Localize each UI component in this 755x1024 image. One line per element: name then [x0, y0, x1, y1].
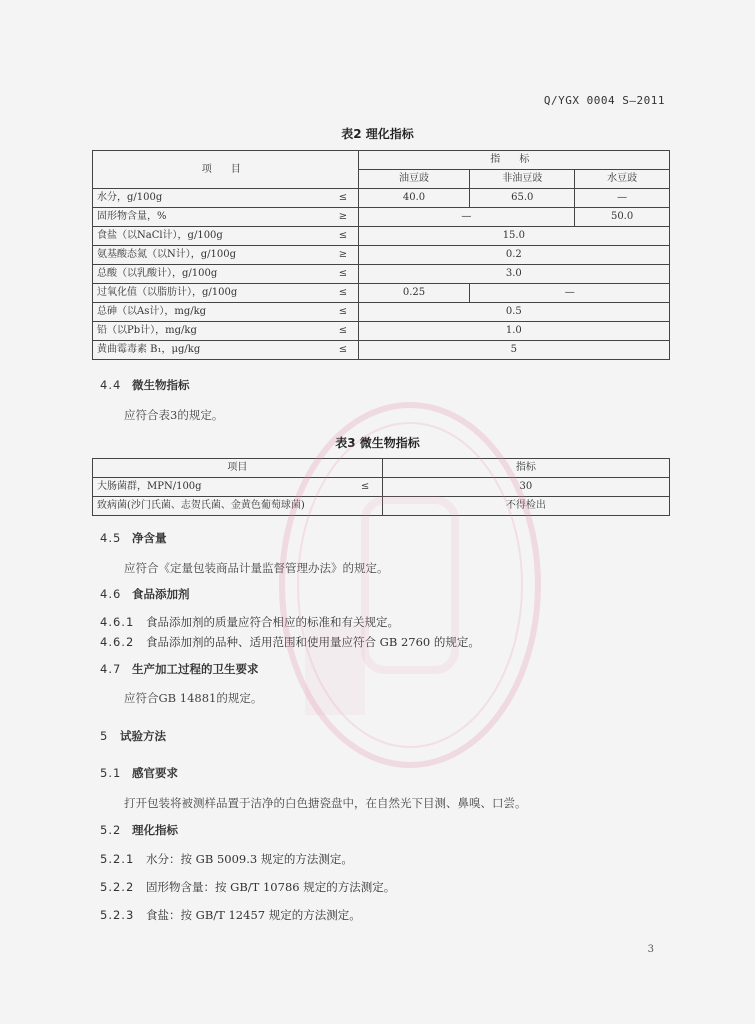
section-4-7-text: 应符合GB 14881的规定。	[124, 691, 263, 705]
clause-4-6-2	[100, 634, 480, 650]
table-row	[93, 478, 670, 497]
section-4-4-heading	[100, 377, 190, 393]
table3-head-indicator: 指标	[382, 459, 669, 478]
row-value: —	[575, 189, 670, 208]
row-value: 50.0	[575, 208, 670, 227]
section-5-heading	[100, 728, 166, 744]
section-number: 4.7	[100, 662, 122, 676]
table2-col-header: 水豆豉	[575, 170, 670, 189]
row-value: 65.0	[470, 189, 575, 208]
section-number: 5.1	[100, 766, 122, 780]
section-5-1-heading	[100, 765, 178, 781]
row-item: 氨基酸态氮（以N计），g/100g	[93, 246, 329, 265]
table2-col-header: 非油豆豉	[470, 170, 575, 189]
table3-head-item: 项目	[93, 459, 383, 478]
page-number: 3	[647, 944, 654, 955]
table2-head-item: 项 目	[93, 151, 359, 189]
table-row	[93, 303, 670, 322]
row-symbol: ≤	[328, 189, 358, 208]
clause-text: 水分：按 GB 5009.3 规定的方法测定。	[146, 852, 353, 866]
row-value: 5	[358, 341, 669, 360]
section-4-5-text: 应符合《定量包装商品计量监督管理办法》的规定。	[124, 561, 389, 575]
table-row	[93, 265, 670, 284]
clause-text: 食盐：按 GB/T 12457 规定的方法测定。	[146, 908, 361, 922]
section-number: 5.2	[100, 823, 122, 837]
row-symbol: ≤	[328, 284, 358, 303]
row-value: 0.2	[358, 246, 669, 265]
section-number: 5	[100, 729, 109, 743]
row-item: 过氧化值（以脂肪计），g/100g	[93, 284, 329, 303]
section-number: 4.6	[100, 587, 122, 601]
clause-text: 固形物含量：按 GB/T 10786 规定的方法测定。	[146, 880, 396, 894]
clause-text: 食品添加剂的质量应符合相应的标准和有关规定。	[146, 615, 399, 629]
row-item: 铅（以Pb计），mg/kg	[93, 322, 329, 341]
section-4-4-text: 应符合表3的规定。	[124, 408, 224, 422]
row-symbol: ≤	[328, 341, 358, 360]
row-item: 总砷（以As计），mg/kg	[93, 303, 329, 322]
clause-number: 4.6.1	[100, 615, 135, 629]
table-row	[93, 284, 670, 303]
row-value: 不得检出	[382, 497, 669, 516]
row-value: —	[470, 284, 670, 303]
standard-code: Q/YGX 0004 S—2011	[543, 94, 665, 107]
table2-title: 表2 理化指标	[341, 127, 414, 141]
section-5-2-heading	[100, 822, 178, 838]
row-item: 水分，g/100g	[93, 189, 329, 208]
table2-head-indicator: 指 标	[358, 151, 669, 170]
row-value: 30	[382, 478, 669, 497]
section-4-7-heading	[100, 661, 259, 677]
row-value: 1.0	[358, 322, 669, 341]
table2	[92, 150, 670, 360]
section-title: 感官要求	[132, 766, 178, 780]
table-row	[93, 322, 670, 341]
table2-col-header: 油豆豉	[358, 170, 470, 189]
clause-number: 4.6.2	[100, 635, 135, 649]
clause-4-6-1	[100, 614, 399, 630]
row-symbol: ≤	[328, 265, 358, 284]
table3	[92, 458, 670, 516]
row-symbol: ≤	[348, 478, 382, 497]
clause-5-2-1	[100, 851, 353, 867]
row-value: —	[358, 208, 575, 227]
section-5-1-text: 打开包装将被测样品置于洁净的白色搪瓷盘中，在自然光下目测、鼻嗅、口尝。	[124, 796, 527, 810]
clause-5-2-3	[100, 907, 361, 923]
section-4-5-heading	[100, 530, 167, 546]
row-item: 大肠菌群，MPN/100g	[93, 478, 349, 497]
row-symbol: ≥	[328, 208, 358, 227]
row-item: 黄曲霉毒素 B₁，μg/kg	[93, 341, 329, 360]
row-value: 3.0	[358, 265, 669, 284]
section-title: 食品添加剂	[132, 587, 190, 601]
row-symbol	[348, 497, 382, 516]
row-symbol: ≤	[328, 227, 358, 246]
table-row	[93, 208, 670, 227]
clause-number: 5.2.2	[100, 880, 135, 894]
row-symbol: ≤	[328, 322, 358, 341]
row-item: 固形物含量，%	[93, 208, 329, 227]
section-title: 理化指标	[132, 823, 178, 837]
row-value: 15.0	[358, 227, 669, 246]
row-value: 40.0	[358, 189, 470, 208]
section-number: 4.5	[100, 531, 122, 545]
table-row	[93, 341, 670, 360]
section-title: 净含量	[132, 531, 167, 545]
table3-title: 表3 微生物指标	[335, 436, 420, 450]
row-symbol: ≤	[328, 303, 358, 322]
section-title: 生产加工过程的卫生要求	[132, 662, 259, 676]
clause-number: 5.2.3	[100, 908, 135, 922]
section-4-6-heading	[100, 586, 190, 602]
clause-5-2-2	[100, 879, 395, 895]
section-title: 微生物指标	[132, 378, 190, 392]
table-row	[93, 189, 670, 208]
row-item: 致病菌(沙门氏菌、志贺氏菌、金黄色葡萄球菌)	[93, 497, 349, 516]
clause-text: 食品添加剂的品种、适用范围和使用量应符合 GB 2760 的规定。	[146, 635, 480, 649]
row-item: 食盐（以NaCl计），g/100g	[93, 227, 329, 246]
table-row	[93, 246, 670, 265]
section-title: 试验方法	[120, 729, 166, 743]
table-row	[93, 497, 670, 516]
row-value: 0.25	[358, 284, 470, 303]
clause-number: 5.2.1	[100, 852, 135, 866]
row-symbol: ≥	[328, 246, 358, 265]
row-item: 总酸（以乳酸计），g/100g	[93, 265, 329, 284]
row-value: 0.5	[358, 303, 669, 322]
section-number: 4.4	[100, 378, 122, 392]
table-row	[93, 227, 670, 246]
